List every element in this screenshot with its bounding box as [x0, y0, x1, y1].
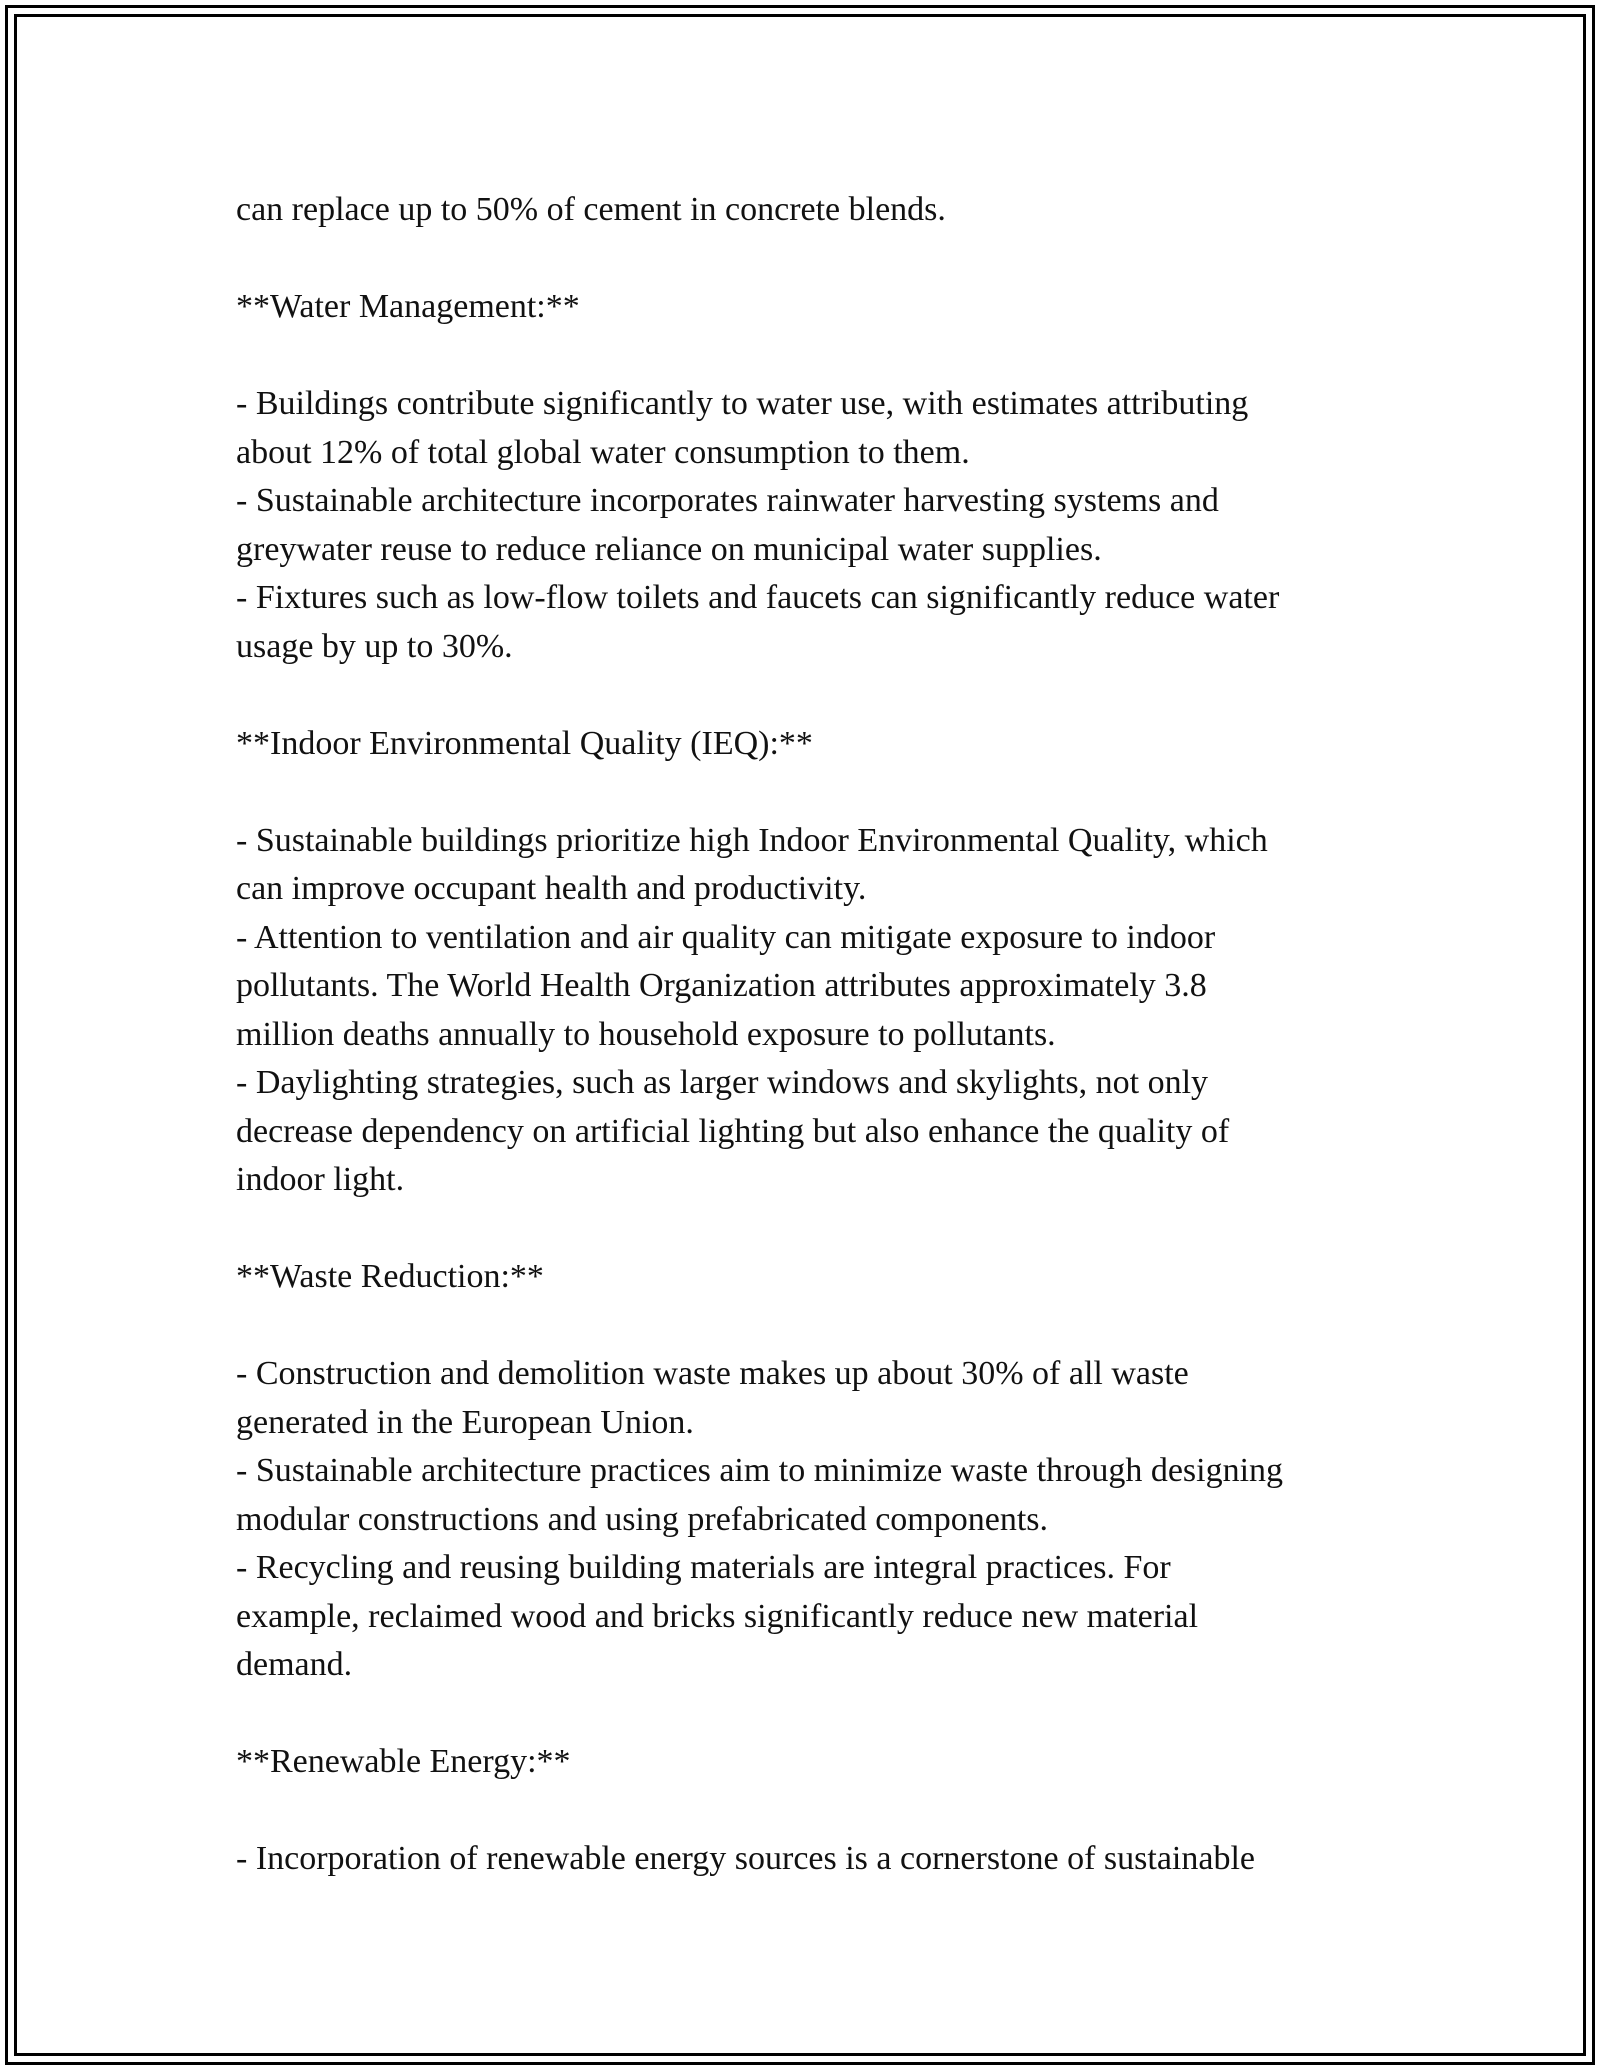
text-line: about 12% of total global water consumption to them.	[236, 433, 970, 471]
text-line: - Buildings contribute significantly to water use, with estimates attributing	[236, 385, 1249, 422]
paragraph-spacer	[236, 1205, 1386, 1254]
paragraph-spacer	[236, 1690, 1386, 1739]
paragraph-spacer	[236, 235, 1386, 284]
text-line: - Construction and demolition waste makes up about 30% of all waste	[236, 1355, 1189, 1392]
text-line: - Sustainable architecture practices aim to minimize waste through designing	[236, 1452, 1284, 1489]
text-line: million deaths annually to household exposure to pollutants.	[236, 1015, 1056, 1053]
paragraph-spacer	[236, 1302, 1386, 1351]
text-line: can replace up to 50% of cement in concrete blends.	[236, 191, 946, 228]
paragraph-spacer	[236, 671, 1386, 720]
document-body	[236, 186, 1386, 1884]
text-line: example, reclaimed wood and bricks significantly reduce new material	[236, 1597, 1199, 1635]
text-line: decrease dependency on artificial lighting but also enhance the quality of	[236, 1112, 1230, 1150]
text-line: generated in the European Union.	[236, 1403, 694, 1441]
text-line: indoor light.	[236, 1161, 405, 1198]
text-line: - Daylighting strategies, such as larger windows and skylights, not only	[236, 1064, 1209, 1101]
text-line: - Recycling and reusing building materials are integral practices. For	[236, 1549, 1171, 1586]
paragraph-spacer	[236, 768, 1386, 817]
paragraph-spacer	[236, 1787, 1386, 1836]
text-line: - Attention to ventilation and air quality can mitigate exposure to indoor	[236, 918, 1216, 956]
paragraph-spacer	[236, 332, 1386, 381]
text-line: pollutants. The World Health Organization attributes approximately 3.8	[236, 967, 1207, 1004]
section-heading: **Renewable Energy:**	[236, 1743, 571, 1780]
text-line: modular constructions and using prefabricated components.	[236, 1500, 1048, 1538]
section-heading: **Water Management:**	[236, 288, 580, 325]
section-heading: **Waste Reduction:**	[236, 1258, 544, 1295]
text-line: - Sustainable buildings prioritize high Indoor Environmental Quality, which	[236, 821, 1268, 859]
text-line: - Sustainable architecture incorporates rainwater harvesting systems and	[236, 482, 1219, 519]
text-line: demand.	[236, 1646, 353, 1683]
text-line: usage by up to 30%.	[236, 627, 513, 665]
text-line: - Fixtures such as low-flow toilets and faucets can significantly reduce water	[236, 579, 1280, 616]
section-heading: **Indoor Environmental Quality (IEQ):**	[236, 724, 813, 762]
text-line: greywater reuse to reduce reliance on municipal water supplies.	[236, 530, 1102, 568]
text-line: can improve occupant health and productivity.	[236, 870, 867, 907]
text-line: - Incorporation of renewable energy sources is a cornerstone of sustainable	[236, 1840, 1255, 1877]
